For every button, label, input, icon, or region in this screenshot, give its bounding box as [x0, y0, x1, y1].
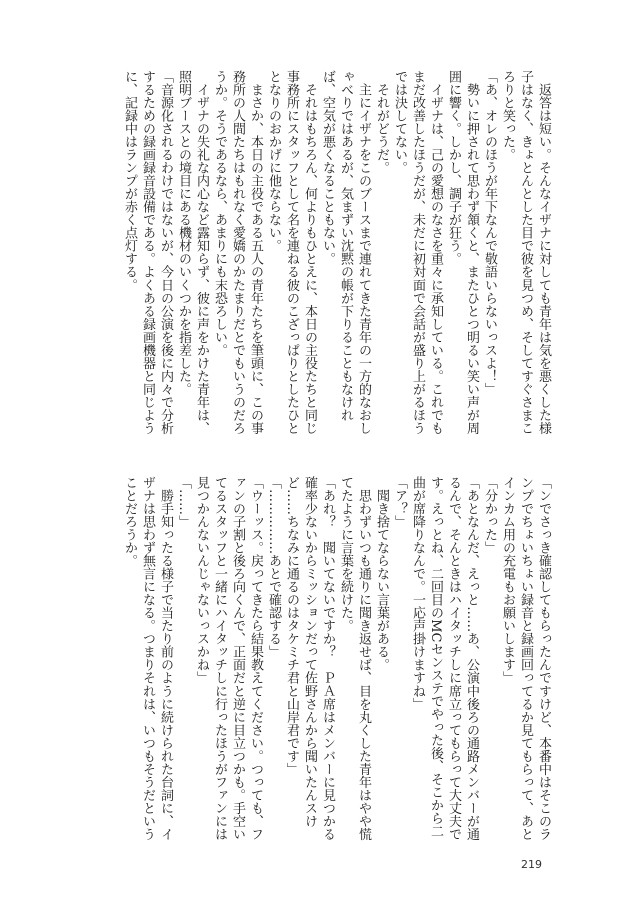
- paragraph: それはもちろん、何よりもひとえに、本日の主役たちと同じ事務所にスタッフとして名を連ねる彼のこざっぱりとしたひととなりのおかげに他ならない。: [266, 70, 317, 435]
- paragraph: 「分かった」: [482, 476, 497, 555]
- paragraph: イザナの失礼な内心など露知らず、彼に声をかけた青年は、照明ブースとの境目にある機材のいくつかを指差した。: [176, 70, 209, 435]
- paragraph: 「あれ？ 聞いてないですか？ ＰＡ席はメンバーに見つかる確率少ないからミッションだって佐野さんから聞いたんスけど……ちなみに通るのはタケミチ君と山岸君です」: [284, 476, 335, 841]
- paragraph: 勝手知ったる様子で当たり前のように続けられた台詞に、イザナは思わず無言になる。つまりそれは、いつもそうだということだろうか。: [122, 476, 173, 841]
- paragraph: それがどうだ。: [374, 70, 389, 175]
- paragraph: 「あ、オレのほうが年下なんで敬語いらないっスよ！」: [482, 70, 497, 396]
- paragraph: 「ウーッス。戻ってきたら結果教えてください。つっても、ファンの子割と後ろ向くんで、正面だと逆に目立つかも。手空いてるスタッフと一緒にハイタッチしに行ったほうがファンには見つかんないんじゃないっスかね」: [194, 476, 263, 841]
- paragraph: 思わずいつも通りに聞き返せば、目を丸くした青年はやや慌てたように言葉を続けた。: [338, 476, 371, 841]
- text-block-upper: [80, 70, 552, 444]
- paragraph: 「……」: [176, 476, 191, 529]
- paragraph: 「あとなんだ、えっと……あ、公演中後ろの通路メンバーが通るんで、そんときはハイタッチしに席立ってもらって大丈夫です。えっとね、二回目のMCセンステでやった後、そこから二曲が席降りなんで。一応声掛けますね」: [410, 476, 479, 841]
- paragraph: 「ンでさっき確認してもらったんですけど、本番中はそこのランプでちょいちょい録音と録画回ってるか見てもらって、あとインカム用の充電もお願いします」: [500, 476, 551, 841]
- paragraph: まさか、本日の主役である五人の青年たちを筆頭に、この事務所の人間たちはもれなく愛嬌のかたまりだとでもいうのだろうか。そうであるなら、あまりにも末恐ろしい。: [212, 70, 263, 435]
- paragraph: 「音源化されるわけではないが、今日の公演を後に内々で分析するための録画録音設備である。よくある録画機器と同じように、記録中はランプが赤く点灯する。: [122, 70, 173, 435]
- paragraph: 返答は短い。そんなイザナに対しても青年は気を悪くした様子はなく、きょとんとした目で彼を見つめ、そしてすぐさまころりと笑った。: [500, 70, 551, 435]
- paragraph: イザナは、己の愛想のなさを重々に承知している。これでもまだ改善したほうだが、未だに初対面で会話が盛り上がるほうでは決してない。: [392, 70, 443, 435]
- paragraph: 勢いに押されて思わず頷くと、またひとつ明るい笑い声が周囲に響く。しかし、調子が狂う。: [446, 70, 479, 435]
- paragraph: 聞き捨てならない言葉がある。: [374, 476, 389, 672]
- page-number: 219: [521, 858, 542, 871]
- text-block-lower: [80, 476, 552, 846]
- paragraph: 主にイザナをこのブースまで連れてきた青年の一方的なおしゃべりではあるが、気まずい沈黙の帳が下りることもなければ、空気が悪くなることもない。: [320, 70, 371, 435]
- paragraph: 「ア？」: [392, 476, 407, 529]
- paragraph: 「……………あとで確認する」: [266, 476, 281, 659]
